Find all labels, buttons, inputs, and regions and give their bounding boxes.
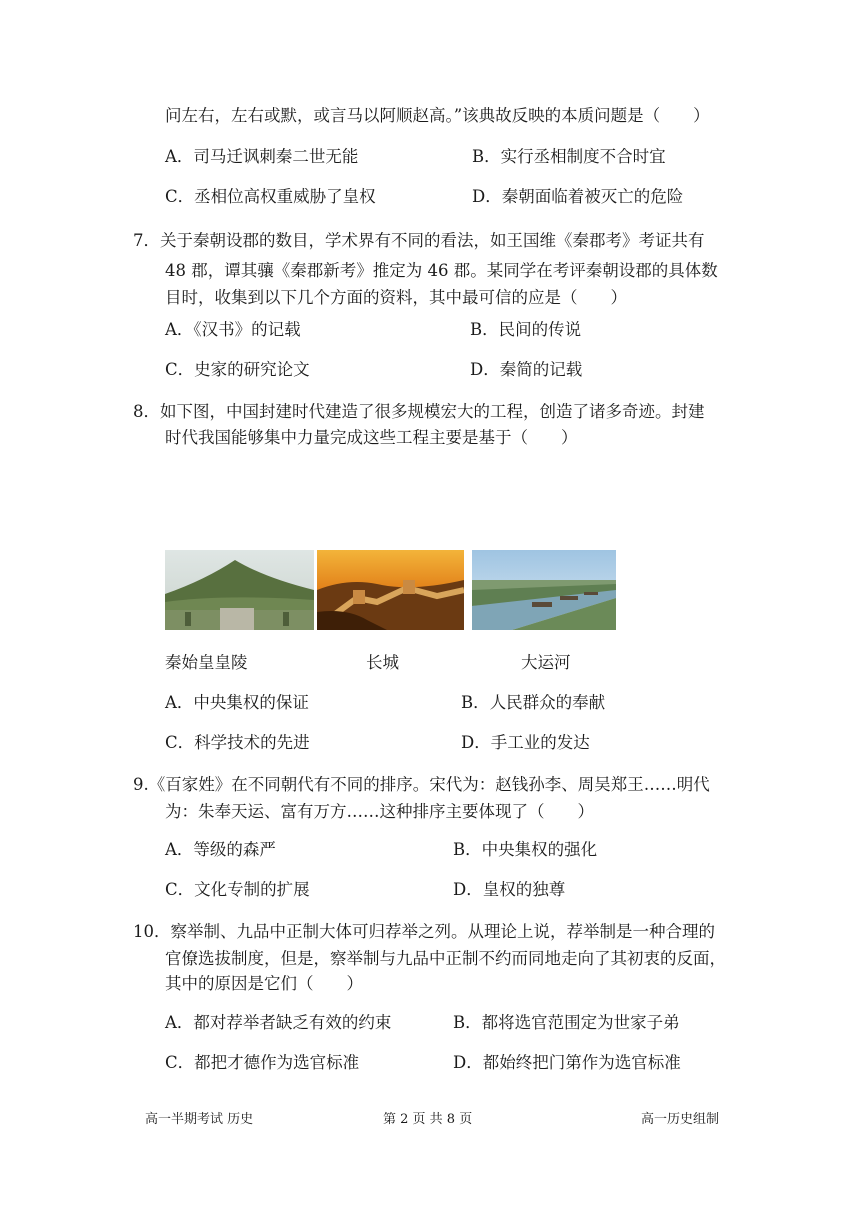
q10-stem-line-2: 官僚选拔制度，但是，察举制与九品中正制不约而同地走向了其初衷的反面， (165, 949, 726, 968)
qin-mausoleum-photo (165, 550, 314, 630)
grand-canal-photo (472, 550, 616, 630)
q6-stem-tail: 问左右，左右或默，或言马以阿顺赵高。”该典故反映的本质问题是（ ） (165, 106, 710, 125)
q10-option-a: A．都对荐举者缺乏有效的约束 (165, 1013, 392, 1032)
q8-option-d: D．手工业的发达 (461, 733, 590, 752)
q8-option-b: B．人民群众的奉献 (461, 693, 606, 712)
footer-left: 高一半期考试 历史 (145, 1112, 254, 1127)
q9-stem-line-2: 为：朱奉天运、富有万方……这种排序主要体现了（ ） (165, 802, 594, 821)
footer-page-number: 第 2 页 共 8 页 (383, 1112, 473, 1127)
great-wall-photo (317, 550, 464, 630)
q7-stem-line-2: 48 郡，谭其骧《秦郡新考》推定为 46 郡。某同学在考评秦朝设郡的具体数 (165, 261, 718, 280)
q9-stem-line-1: 9.《百家姓》在不同朝代有不同的排序。宋代为：赵钱孙李、周吴郑王……明代 (133, 775, 710, 794)
q10-option-b: B．都将选官范围定为世家子弟 (453, 1013, 680, 1032)
q7-option-a: A．《汉书》的记载 (165, 320, 301, 339)
q10-stem-line-1: 10．察举制、九品中正制大体可归荐举之列。从理论上说，荐举制是一种合理的 (133, 922, 715, 941)
q7-stem-line-1: 7．关于秦朝设郡的数目，学术界有不同的看法，如王国维《秦郡考》考证共有 (133, 231, 705, 250)
q9-option-b: B．中央集权的强化 (453, 840, 598, 859)
q9-option-d: D．皇权的独尊 (453, 880, 566, 899)
q7-option-c: C．史家的研究论文 (165, 360, 310, 379)
q8-stem-line-2: 时代我国能够集中力量完成这些工程主要是基于（ ） (165, 428, 578, 447)
q6-option-d: D．秦朝面临着被灭亡的危险 (472, 187, 684, 206)
q7-option-d: D．秦简的记载 (470, 360, 583, 379)
caption-grand-canal: 大运河 (521, 653, 571, 672)
q10-option-d: D．都始终把门第作为选官标准 (453, 1053, 681, 1072)
caption-great-wall: 长城 (366, 653, 399, 672)
caption-qin-mausoleum: 秦始皇皇陵 (165, 653, 248, 672)
q9-option-a: A．等级的森严 (165, 840, 276, 859)
q7-stem-line-3: 目时，收集到以下几个方面的资料，其中最可信的应是（ ） (165, 288, 627, 307)
q6-option-b: B．实行丞相制度不合时宜 (472, 147, 666, 166)
q7-option-b: B．民间的传说 (470, 320, 582, 339)
q10-stem-line-3: 其中的原因是它们（ ） (165, 974, 363, 993)
q8-stem-line-1: 8．如下图，中国封建时代建造了很多规模宏大的工程，创造了诸多奇迹。封建 (133, 402, 705, 421)
q8-option-a: A．中央集权的保证 (165, 693, 309, 712)
q6-option-a: A．司马迁讽刺秦二世无能 (165, 147, 359, 166)
q10-option-c: C．都把才德作为选官标准 (165, 1053, 360, 1072)
q9-option-c: C．文化专制的扩展 (165, 880, 310, 899)
q6-option-c: C．丞相位高权重威胁了皇权 (165, 187, 376, 206)
footer-right: 高一历史组制 (641, 1112, 720, 1127)
q8-option-c: C．科学技术的先进 (165, 733, 310, 752)
